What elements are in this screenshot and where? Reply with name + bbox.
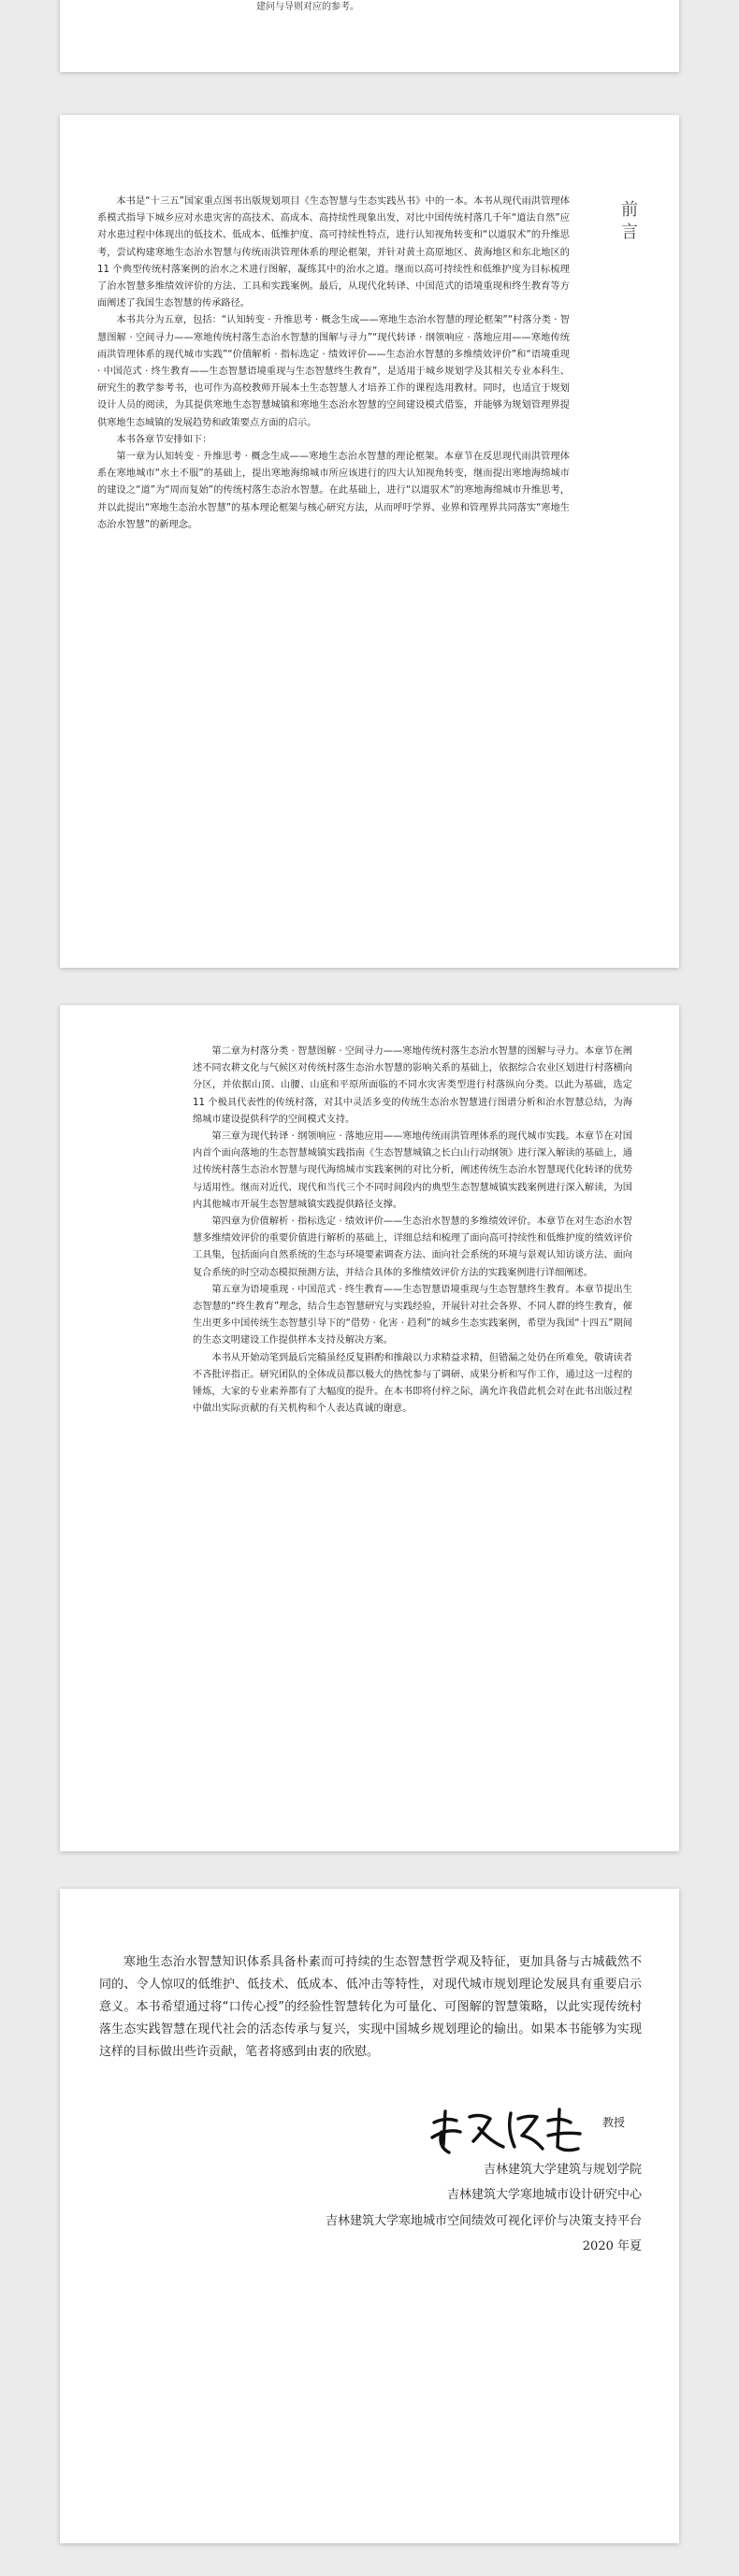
paragraph: 本书各章节安排如下： [116, 434, 212, 445]
paragraph: 本书是“十三五”国家重点图书出版规划项目《生态智慧与生态实践丛书》中的一本。本书从现代雨洪管理体系模式指导下城乡应对水患灾害的高技术、高成本、高持续性现象出发，对比中国传统村落几千年“道法自然”应对水患过程中体现出的低技术、低成本、低维护度、高可持续性特点，进行认知视角转变和“以道驭术”的升维思考，尝试构建寒地生态治水智慧与传统雨洪管理体系的理论框架，并针对黄土高原地区、黄海地区和东北地区的 11 个典型传统村落案例的治水之术进行图解，凝练其中的治水之道。继而以高可持续性和低维护度为目标梳理了治水智慧多维绩效评价的方法、工具和实践案例。最后，从现代化转译、中国范式的语境重现和终生教育等方面阐述了我国生态智慧的传承路径。 [97, 196, 570, 309]
page-1-text: 建问与导则对应的参考。 [256, 2, 359, 12]
paragraph: 第一章为认知转变 · 升维思考 · 概念生成——寒地生态治水智慧的理论框架。本章节在反思现代雨洪管理体系在寒地城市“水土不服”的基础上，提出寒地海绵城市所应该进行的四大认知视角转变，继而提出寒地海绵城市的建设之“道”为“周而复始”的传统村落生态治水智慧。在此基础上，进行“以道驭术”的寒地海绵城市升维思考，并以此提出“寒地生态治水智慧”的基本理论框架与核心研究方法，从而呼吁学界、业界和管理界共同落实“寒地生态治水智慧”的新理念。 [97, 452, 570, 530]
paragraph: 本书共分为五章，包括：“认知转变 · 升维思考 · 概念生成——寒地生态治水智慧的理论框架”“村落分类 · 智慧图解 · 空间寻力——寒地传统村落生态治水智慧的图解与寻力”“现代转译 · 纲领响应 · 落地应用——寒地传统雨洪管理体系的现代城市实践”“价值解析 · 指标选定 · 绩效评价——生态治水智慧的多维绩效评价”和“语境重现 · 中国范式 · 终生教育——生态智慧语境重现与生态智慧终生教育”，是适用于城乡规划学及其相关专业本科生、研究生的教学参考书，也可作为高校教师开展本土生态智慧人才培养工作的课程选用教材。同时，也适宜于规划设计人员的阅读，为其提供寒地生态智慧城镇和寒地生态治水智慧的空间建设模式借鉴，并能够为规划管理界提供寒地生态城镇的发展趋势和政策要点方面的启示。 [97, 315, 570, 428]
preface-vertical-title [621, 199, 638, 244]
page-1 [60, 0, 679, 72]
affiliation: 吉林建筑大学寒地城市空间绩效可视化评价与决策支持平台 [325, 2214, 642, 2228]
title-char: 言 [621, 223, 638, 242]
paragraph: 第五章为语境重现 · 中国范式 · 终生教育——生态智慧语境重现与生态智慧终生教育。本章节提出生态智慧的“终生教育”理念，结合生态智慧研究与实践经验，开展针对社会各界、不同人群的终生教育，催生出更多中国传统生态智慧引导下的“借势 · 化害 · 趋利”的城乡生态实践案例，希望为我国“十四五”期间的生态文明建设工作提供样本支持及解决方案。 [193, 1284, 632, 1346]
paragraph: 本书从开始动笔到最后完稿虽经反复斟酌和推敲以力求精益求精，但错漏之处仍在所难免，敬请读者不吝批评指正。研究团队的全体成员都以极大的热忱参与了调研、成果分析和写作工作，通过这一过程的锤炼，大家的专业素养都有了大幅度的提升。在本书即将付梓之际，满允许我借此机会对在此书出版过程中做出实际贡献的有关机构和个人表达真诚的谢意。 [193, 1352, 632, 1415]
paragraph: 寒地生态治水智慧知识体系具备朴素而可持续的生态智慧哲学观及特征，更加具备与古城截然不同的、令人惊叹的低维护、低技术、低成本、低冲击等特性，对现代城市规划理论发展具有重要启示意义。本书希望通过将“口传心授”的经验性智慧转化为可量化、可图解的智慧策略，以此实现传统村落生态实践智慧在现代社会的活态传承与复兴，实现中国城乡规划理论的输出。如果本书能够为实现这样的目标做出些许贡献，笔者将感到由衷的欣慰。 [99, 1955, 642, 2059]
title-char: 前 [621, 200, 638, 220]
paragraph: 第二章为村落分类 · 智慧图解 · 空间寻力——寒地传统村落生态治水智慧的图解与寻力。本章节在阐述不同农耕文化与气候区对传统村落生态治水智慧的影响关系的基础上，依据综合农业区划进行村落横向分区，并依据山顶、山腰、山底和平原所面临的不同水灾害类型进行村落纵向分类。以此为基础，选定 11 个极具代表性的传统村落，对其中灵活多变的传统生态治水智慧进行图谱分析和治水智慧总结，为海绵城市建设提供科学的空间模式支持。 [193, 1046, 632, 1125]
date: 2020 年夏 [582, 2239, 642, 2253]
paragraph: 第三章为现代转译 · 纲领响应 · 落地应用——寒地传统雨洪管理体系的现代城市实践。本章节在对国内首个面向落地的生态智慧城镇实践指南《生态智慧城镇之长白山行动纲领》进行深入解读的基础上，通过传统村落生态治水智慧与现代海绵城市实践案例的对比分析，阐述传统生态治水智慧现代化转译的优势与适用性。继而对近代、现代和当代三个不同时间段内的典型生态智慧城镇实践案例进行深入解读，为国内其他城市开展生态智慧城镇实践提供路径支撑。 [193, 1131, 632, 1210]
page-3 [60, 1005, 679, 1851]
page-4-body [99, 1951, 642, 2064]
author-title: 教授 [602, 2116, 626, 2129]
page-4 [60, 1889, 679, 2543]
paragraph: 第四章为价值解析 · 指标选定 · 绩效评价——生态治水智慧的多维绩效评价。本章节在对生态治水智慧多维绩效评价的重要价值进行解析的基础上，详细总结和梳理了面向高可持续性和低维护度的绩效评价工具集，包括面向自然系统的生态与环境要素调查方法、面向社会系统的环境与景观认知访谈方法、面向复合系统的时空动态模拟预测方法，并结合具体的多维绩效评价方法的实践案例进行详细阐述。 [193, 1216, 632, 1278]
affiliation: 吉林建筑大学寒地城市设计研究中心 [446, 2188, 642, 2202]
page-2 [60, 115, 679, 968]
affiliation: 吉林建筑大学建筑与规划学院 [483, 2163, 642, 2177]
page-2-body [97, 194, 570, 534]
author-signature [425, 2104, 593, 2160]
page-3-body [193, 1043, 632, 1418]
